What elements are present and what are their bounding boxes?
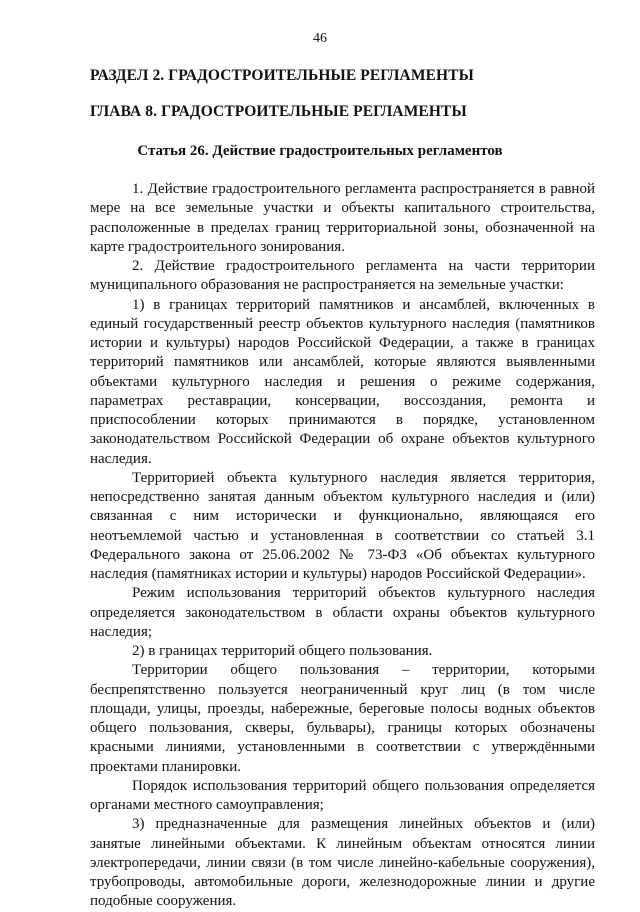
paragraph: 1. Действие градостроительного регламента распространяется в равной мере на все земельные участки и объекты капитального строительства, расположенные в пределах границ территориальной зоны, обозначенной на карте градостроительного зонирования. <box>90 181 595 255</box>
paragraph: Территории общего пользования – территории, которыми беспрепятственно пользуется неограниченный круг лиц (в том числе площади, улицы, проезды, набережные, береговые полосы водных объектов общего пользования, скверы, бульвары), границы которых обозначены красными линиями, установленными в соответствии с утверждёнными проектами планировки. <box>90 662 595 775</box>
paragraph: 2. Действие градостроительного регламента на части территории муниципального образования не распространяется на земельные участки: <box>90 258 595 294</box>
paragraph: 1) в границах территорий памятников и ансамблей, включенных в единый государственный реестр объектов культурного наследия (памятников истории и культуры) народов Российской Федерации, а также в границах территорий памятников или ансамблей, которые являются выявленными объектами культурного наследия и решения о режиме содержания, параметрах реставрации, консервации, воссоздания, ремонта и приспособлении которых принимаются в порядке, установленном законодательством Российской Федерации об охране объектов культурного наследия. <box>90 296 595 467</box>
paragraph: Режим использования территорий объектов культурного наследия определяется законодательством в области охраны объектов культурного наследия; <box>90 585 595 640</box>
chapter-title: ГЛАВА 8. ГРАДОСТРОИТЕЛЬНЫЕ РЕГЛАМЕНТЫ <box>90 103 467 120</box>
page-number: 46 <box>313 31 327 46</box>
article-title: Статья 26. Действие градостроительных регламентов <box>137 143 503 159</box>
paragraph: Территорией объекта культурного наследия является территория, непосредственно занятая данным объектом культурного наследия и (или) связанная с ним исторически и функционально, являющаяся его неотъемлемой частью и установленная в соответствии со статьей 3.1 Федерального закона от 25.06.2002 № 73-ФЗ «Об объектах культурного наследия (памятниках истории и культуры) народов Российской Федерации». <box>90 469 595 582</box>
paragraph: Порядок использования территорий общего пользования определяется органами местного самоуправления; <box>90 777 595 813</box>
article-body <box>90 180 595 912</box>
paragraph: 3) предназначенные для размещения линейных объектов и (или) занятые линейными объектами. К линейным объектам относятся линии электропередачи, линии связи (в том числе линейно-кабельные сооружения), трубопроводы, автомобильные дороги, железнодорожные линии и другие подобные сооружения. <box>90 816 595 910</box>
paragraph: 2) в границах территорий общего пользования. <box>132 643 433 659</box>
section-title: РАЗДЕЛ 2. ГРАДОСТРОИТЕЛЬНЫЕ РЕГЛАМЕНТЫ <box>90 67 474 84</box>
